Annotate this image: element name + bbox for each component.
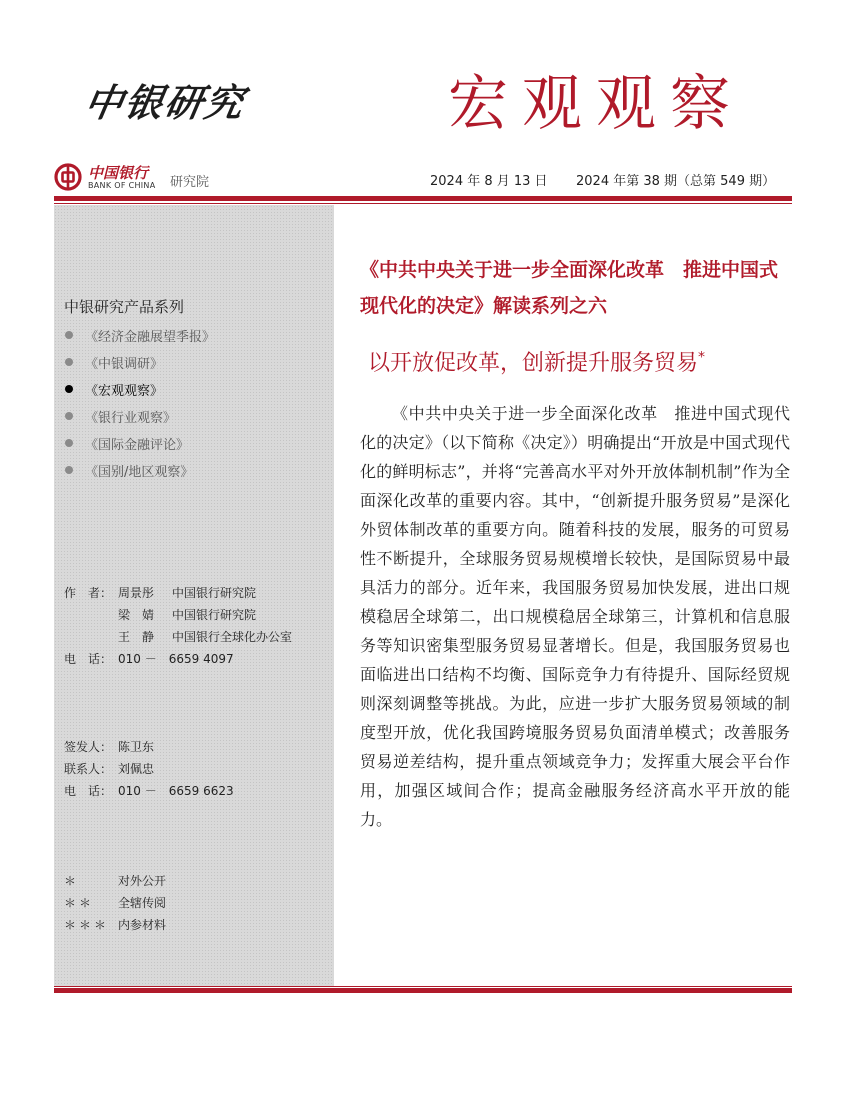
author-row [64, 606, 292, 628]
author-name: 梁 婧 [118, 608, 155, 622]
bullet-icon [65, 358, 73, 366]
series-item[interactable] [64, 326, 215, 353]
phone-label: 电 话： [64, 652, 113, 666]
contact-phone-row [64, 782, 234, 804]
institute-label: 研究院 [170, 175, 210, 190]
author-row [64, 628, 292, 650]
author-org: 中国银行研究院 [172, 608, 257, 622]
article-body: 《中共中央关于进一步全面深化改革 推进中国式现代化的决定》（以下简称《决定》）明确提出“开放是中国式现代化的鲜明标志”，并将“完善高水平对外开放体制机制”作为全面深化改革的重要内容。其中，“创新提升服务贸易”是深化外贸体制改革的重要方向。随着科技的发展，服务的可贸易性不断提升，全球服务贸易规模增长较快，是国际贸易中最具活力的部分。近年来，我国服务贸易加快发展，进出口规模稳居全球第二，出口规模稳居全球第三，计算机和信息服务等知识密集型服务贸易显著增长。但是，我国服务贸易也面临进出口结构不均衡、国际竞争力有待提升、国际经贸规则深刻调整等挑战。为此，应进一步扩大服务贸易领域的制度型开放，优化我国跨境服务贸易负面清单模式；改善服务贸易逆差结构，提升重点领域竞争力；发挥重大展会平台作用，加强区域间合作；提高金融服务经济高水平开放的能力。 [360, 404, 790, 829]
series-list [64, 326, 215, 488]
author-row [64, 584, 292, 606]
authors-label: 作 者： [64, 586, 113, 600]
article-title: 《中共中央关于进一步全面深化改革 推进中国式现代化的决定》解读系列之六 [360, 259, 779, 317]
series-item[interactable] [64, 407, 215, 434]
top-divider-thin [54, 203, 792, 204]
bullet-icon [65, 439, 73, 447]
bottom-divider-thin [54, 986, 792, 987]
contact-phone-number: 010 － 6659 6623 [118, 784, 234, 798]
legend-mark: ＊＊ [64, 896, 95, 910]
bullet-icon [65, 331, 73, 339]
author-org: 中国银行研究院 [172, 586, 257, 600]
bottom-divider [54, 988, 792, 993]
top-divider [54, 196, 792, 201]
phone-row [64, 650, 292, 672]
series-title: 中银研究产品系列 [64, 298, 185, 316]
series-item-label: 《中银调研》 [85, 357, 164, 372]
issue-date: 2024 年 8 月 13 日 [430, 174, 548, 189]
series-item-active[interactable] [64, 380, 215, 407]
bank-name-cn: 中国银行 [88, 164, 149, 182]
signer-block [64, 738, 234, 804]
series-item[interactable] [64, 353, 215, 380]
contact-row [64, 760, 234, 782]
legend-row [64, 894, 166, 916]
series-item-label: 《国别/地区观察》 [85, 465, 194, 480]
brush-calligraphy-logo: 中银研究 [80, 80, 249, 125]
bullet-icon [65, 466, 73, 474]
legend-text: 全辖传阅 [118, 896, 167, 910]
legend-row [64, 916, 166, 938]
footnote-mark: * [698, 349, 706, 366]
series-item-label: 《经济金融展望季报》 [85, 330, 216, 345]
contact-phone-label: 电 话： [64, 784, 113, 798]
author-org: 中国银行全球化办公室 [172, 630, 293, 644]
publication-title: 宏观观察 [448, 69, 744, 139]
article-subtitle [368, 346, 705, 377]
signer-label: 签发人： [64, 740, 113, 754]
author-name: 王 静 [118, 630, 155, 644]
bullet-icon [65, 385, 73, 393]
legend-row [64, 872, 166, 894]
series-item[interactable] [64, 434, 215, 461]
phone-number: 010 － 6659 4097 [118, 652, 234, 666]
series-item-label: 《银行业观察》 [85, 411, 177, 426]
issue-number: 2024 年第 38 期（总第 549 期） [576, 174, 776, 189]
classification-legend [64, 872, 166, 938]
legend-mark: ＊＊＊ [64, 918, 110, 932]
author-name: 周景彤 [118, 586, 155, 600]
signer-name: 陈卫东 [118, 740, 155, 754]
legend-text: 对外公开 [118, 874, 167, 888]
authors-block [64, 584, 292, 672]
signer-row [64, 738, 234, 760]
bank-name-en: BANK OF CHINA [88, 181, 156, 190]
contact-label: 联系人： [64, 762, 113, 776]
legend-mark: ＊ [64, 874, 80, 888]
series-item-label: 《国际金融评论》 [85, 438, 190, 453]
article-subtitle-text: 以开放促改革，创新提升服务贸易 [368, 351, 699, 376]
series-item-label: 《宏观观察》 [85, 384, 164, 399]
bullet-icon [65, 412, 73, 420]
legend-text: 内参材料 [118, 918, 167, 932]
series-item[interactable] [64, 461, 215, 488]
contact-name: 刘佩忠 [118, 762, 155, 776]
bank-of-china-logo-icon [54, 163, 82, 191]
